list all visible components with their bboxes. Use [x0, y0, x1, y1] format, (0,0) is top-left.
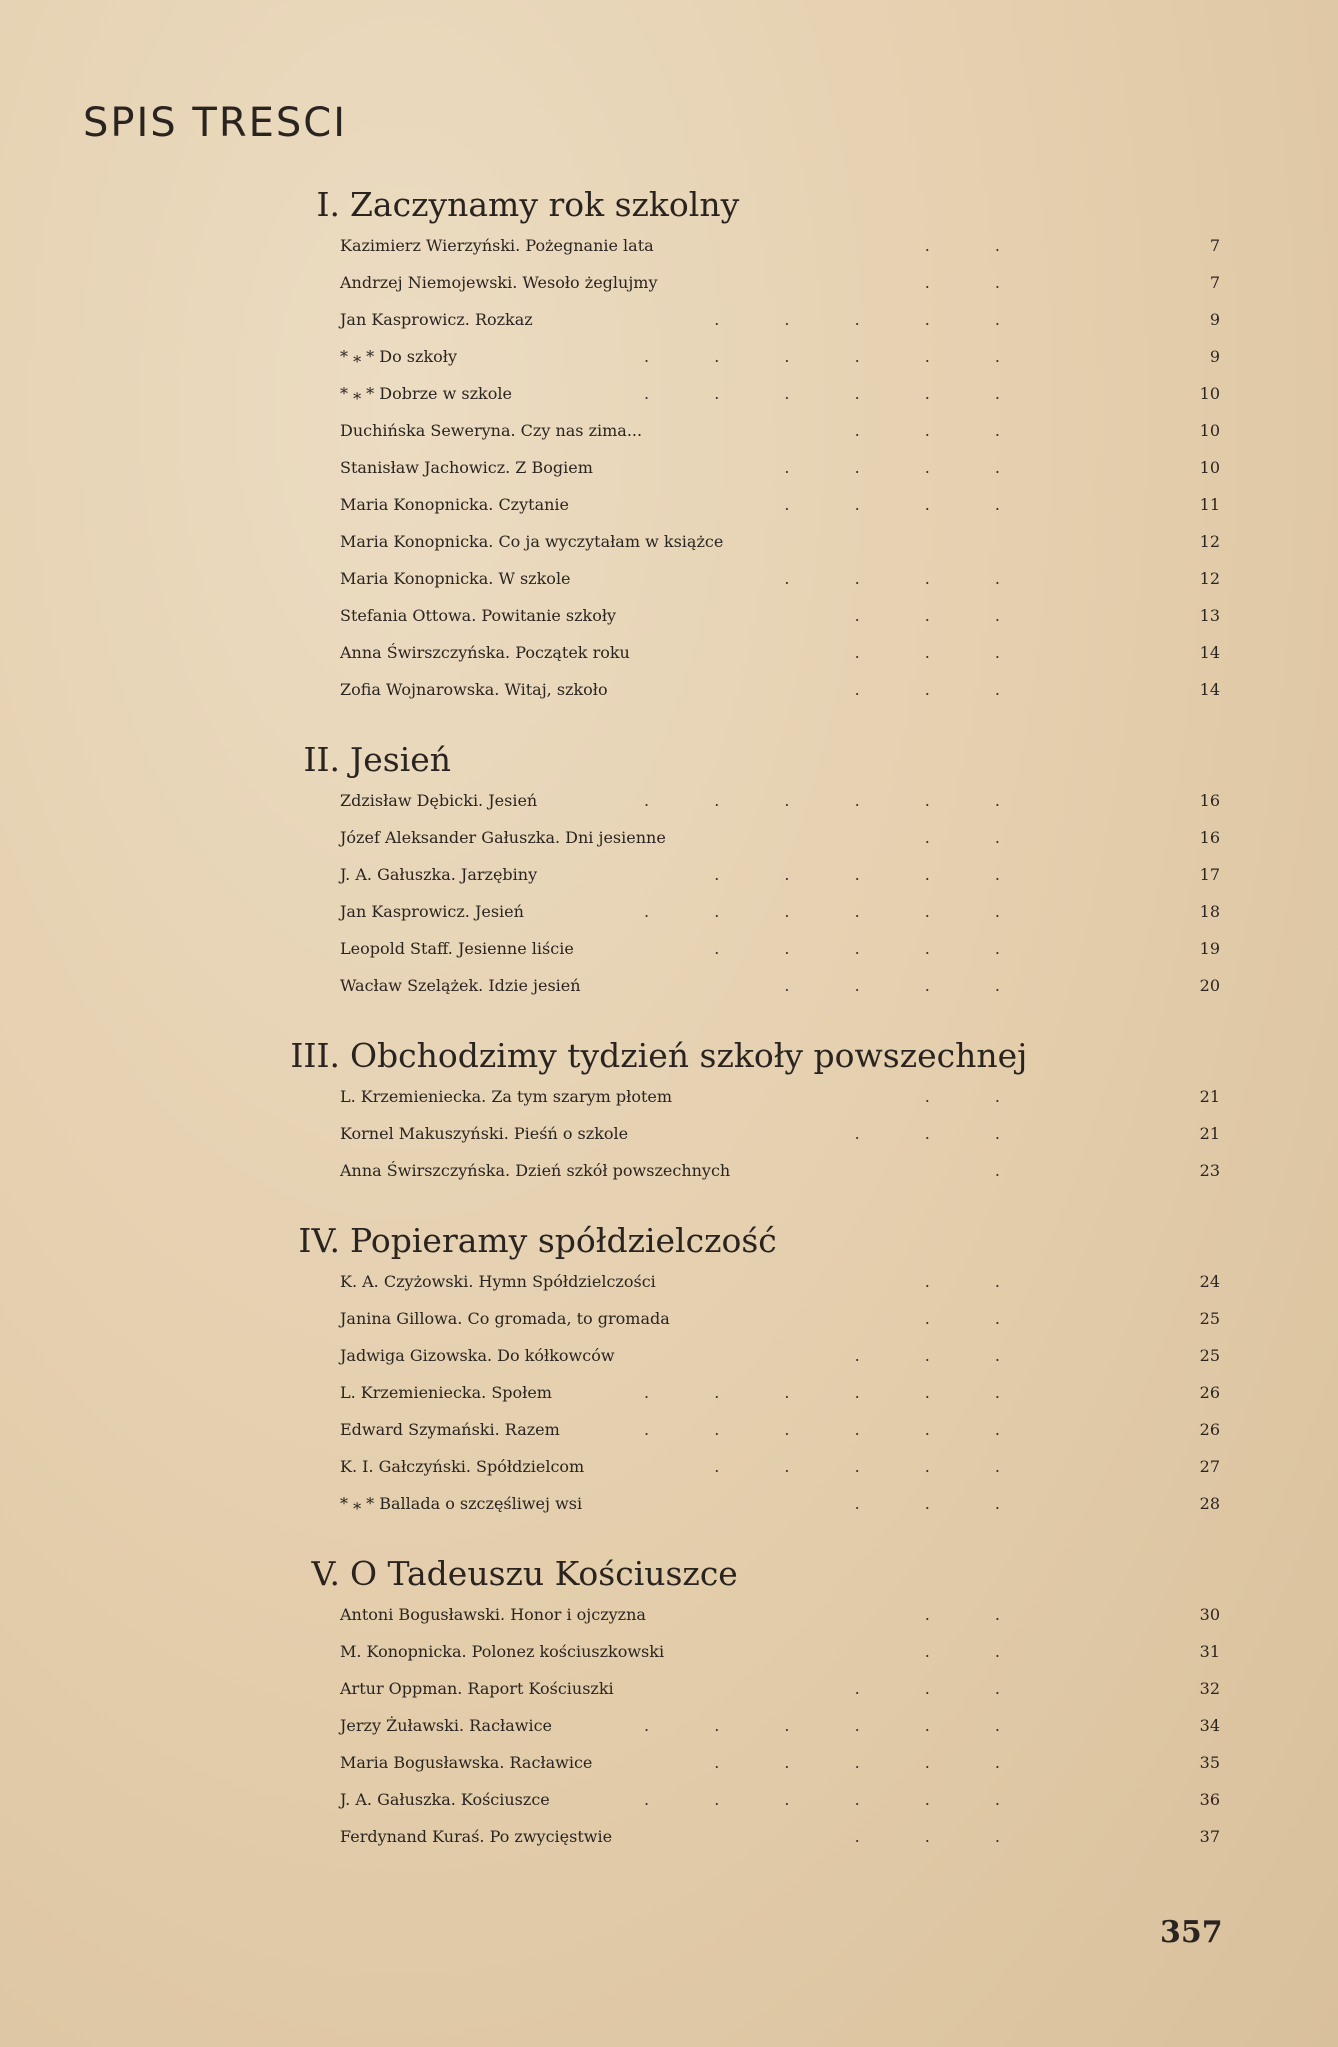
- leader-dots: . .: [924, 1309, 1030, 1328]
- entry-title: Edward Szymański. Razem: [340, 1420, 560, 1439]
- entry-title: L. Krzemieniecka. Za tym szarym płotem: [340, 1087, 673, 1106]
- entry-title: Stanisław Jachowicz. Z Bogiem: [340, 458, 593, 477]
- leader-dots: . . . . . .: [644, 347, 1030, 366]
- toc-entry: [0, 680, 1338, 717]
- leader-dots: . . .: [854, 1679, 1030, 1698]
- toc-entry: [0, 421, 1338, 458]
- toc-entry: [0, 1383, 1338, 1420]
- toc-entry: [0, 532, 1338, 569]
- section-heading: [0, 1031, 1338, 1081]
- toc-entry: [0, 569, 1338, 606]
- entry-title: Józef Aleksander Gałuszka. Dni jesienne: [340, 828, 666, 847]
- entry-list: [0, 1087, 1338, 1198]
- entry-title: Antoni Bogusławski. Honor i ojczyzna: [340, 1605, 646, 1624]
- leader-dots: . . . .: [784, 495, 1030, 514]
- entry-title: Andrzej Niemojewski. Wesoło żeglujmy: [340, 273, 658, 292]
- toc-section: [0, 1549, 1338, 1864]
- section-number: II.: [303, 740, 340, 779]
- leader-dots: . . . . . .: [644, 1716, 1030, 1735]
- toc-entry: [0, 1753, 1338, 1790]
- leader-dots: . .: [924, 1087, 1030, 1106]
- entry-title: Stefania Ottowa. Powitanie szkoły: [340, 606, 617, 625]
- entry-title: Anna Świrszczyńska. Dzień szkół powszechnych: [340, 1161, 731, 1180]
- entry-page-number: 7: [1209, 236, 1220, 255]
- section-number: IV.: [298, 1221, 340, 1260]
- entry-title: Wacław Szelążek. Idzie jesień: [340, 976, 581, 995]
- entry-list: [0, 791, 1338, 1013]
- leader-dots: . . .: [854, 1124, 1030, 1143]
- entry-title: Leopold Staff. Jesienne liście: [340, 939, 574, 958]
- entry-title: Jan Kasprowicz. Rozkaz: [340, 310, 533, 329]
- entry-list: [0, 236, 1338, 717]
- entry-page-number: 31: [1199, 1642, 1220, 1661]
- toc-entry: [0, 865, 1338, 902]
- toc-entry: [0, 1679, 1338, 1716]
- leader-dots: . . .: [854, 1827, 1030, 1846]
- leader-dots: . .: [924, 828, 1030, 847]
- toc-entry: [0, 976, 1338, 1013]
- leader-dots: . . .: [854, 680, 1030, 699]
- toc-entry: [0, 902, 1338, 939]
- toc-entry: [0, 1494, 1338, 1531]
- leader-dots: . . .: [854, 421, 1030, 440]
- leader-dots: . . . . . .: [644, 1383, 1030, 1402]
- entry-title: Jadwiga Gizowska. Do kółkowców: [340, 1346, 615, 1365]
- entry-page-number: 17: [1199, 865, 1220, 884]
- entry-page-number: 16: [1199, 791, 1220, 810]
- entry-title: Jerzy Żuławski. Racławice: [340, 1716, 553, 1735]
- entry-page-number: 26: [1199, 1420, 1220, 1439]
- toc-section: [0, 180, 1338, 717]
- section-heading: [0, 1549, 1338, 1599]
- toc-entry: [0, 1716, 1338, 1753]
- entry-title: Duchińska Seweryna. Czy nas zima...: [340, 421, 643, 440]
- entry-page-number: 9: [1209, 310, 1220, 329]
- leader-dots: . . . . .: [714, 865, 1030, 884]
- toc-entry: [0, 1790, 1338, 1827]
- toc-entry: [0, 791, 1338, 828]
- entry-title: J. A. Gałuszka. Kościuszce: [340, 1790, 550, 1809]
- entry-page-number: 30: [1199, 1605, 1220, 1624]
- entry-page-number: 12: [1199, 569, 1220, 588]
- entry-page-number: 21: [1199, 1087, 1220, 1106]
- entry-title: Maria Konopnicka. Czytanie: [340, 495, 570, 514]
- entry-title: Anna Świrszczyńska. Początek roku: [340, 643, 630, 662]
- toc-section: [0, 1031, 1338, 1198]
- leader-dots: . . . . . .: [644, 902, 1030, 921]
- entry-page-number: 10: [1199, 458, 1220, 477]
- section-title: O Tadeuszu Kościuszce: [350, 1554, 738, 1593]
- section-title: Jesień: [350, 740, 452, 779]
- leader-dots: . . . . .: [714, 310, 1030, 329]
- toc-entry: [0, 384, 1338, 421]
- entry-page-number: 21: [1199, 1124, 1220, 1143]
- leader-dots: . . . .: [784, 458, 1030, 477]
- entry-page-number: 10: [1199, 421, 1220, 440]
- entry-page-number: 27: [1199, 1457, 1220, 1476]
- entry-title: K. A. Czyżowski. Hymn Spółdzielczości: [340, 1272, 656, 1291]
- leader-dots: . . .: [854, 1346, 1030, 1365]
- entry-title: Maria Konopnicka. W szkole: [340, 569, 571, 588]
- toc-entry: [0, 1309, 1338, 1346]
- entry-title: J. A. Gałuszka. Jarzębiny: [340, 865, 538, 884]
- toc-section: [0, 1216, 1338, 1531]
- leader-dots: . . .: [854, 1494, 1030, 1513]
- leader-dots: . . . . .: [714, 939, 1030, 958]
- toc-entry: [0, 939, 1338, 976]
- entry-page-number: 12: [1199, 532, 1220, 551]
- toc-entry: [0, 1457, 1338, 1494]
- page-title: SPIS TRESCI: [83, 100, 348, 146]
- entry-page-number: 25: [1199, 1346, 1220, 1365]
- entry-page-number: 37: [1199, 1827, 1220, 1846]
- entry-title: Maria Konopnicka. Co ja wyczytałam w książce: [340, 532, 724, 551]
- entry-title: * ⁎ * Ballada o szczęśliwej wsi: [340, 1494, 583, 1513]
- entry-list: [0, 1605, 1338, 1864]
- entry-page-number: 19: [1199, 939, 1220, 958]
- toc-entry: [0, 495, 1338, 532]
- entry-title: K. I. Gałczyński. Spółdzielcom: [340, 1457, 585, 1476]
- section-number: I.: [316, 185, 340, 224]
- entry-title: Kazimierz Wierzyński. Pożegnanie lata: [340, 236, 654, 255]
- entry-title: Ferdynand Kuraś. Po zwycięstwie: [340, 1827, 613, 1846]
- toc-entry: [0, 236, 1338, 273]
- entry-page-number: 36: [1199, 1790, 1220, 1809]
- page-number: 357: [1160, 1915, 1223, 1950]
- entry-page-number: 13: [1199, 606, 1220, 625]
- entry-title: Maria Bogusławska. Racławice: [340, 1753, 593, 1772]
- entry-title: * ⁎ * Dobrze w szkole: [340, 384, 512, 403]
- leader-dots: . . . . . .: [644, 384, 1030, 403]
- entry-page-number: 25: [1199, 1309, 1220, 1328]
- toc-entry: [0, 1161, 1338, 1198]
- entry-page-number: 9: [1209, 347, 1220, 366]
- entry-page-number: 34: [1199, 1716, 1220, 1735]
- leader-dots: . .: [924, 236, 1030, 255]
- section-number: V.: [311, 1554, 340, 1593]
- entry-title: L. Krzemieniecka. Społem: [340, 1383, 552, 1402]
- leader-dots: . . . . . .: [644, 791, 1030, 810]
- entry-title: Zofia Wojnarowska. Witaj, szkoło: [340, 680, 608, 699]
- entry-page-number: 14: [1199, 680, 1220, 699]
- toc-entry: [0, 310, 1338, 347]
- leader-dots: . . . .: [784, 976, 1030, 995]
- leader-dots: .: [994, 1161, 1030, 1180]
- leader-dots: . .: [924, 1272, 1030, 1291]
- leader-dots: . . . . . .: [644, 1790, 1030, 1809]
- toc-entry: [0, 643, 1338, 680]
- toc-entry: [0, 828, 1338, 865]
- entry-page-number: 18: [1199, 902, 1220, 921]
- toc-entry: [0, 1087, 1338, 1124]
- leader-dots: . . . .: [784, 569, 1030, 588]
- entry-page-number: 28: [1199, 1494, 1220, 1513]
- entry-page-number: 11: [1199, 495, 1220, 514]
- leader-dots: . . .: [854, 643, 1030, 662]
- toc-entry: [0, 1346, 1338, 1383]
- leader-dots: . .: [924, 1642, 1030, 1661]
- entry-page-number: 16: [1199, 828, 1220, 847]
- leader-dots: . . . . .: [714, 1753, 1030, 1772]
- section-title: Obchodzimy tydzień szkoły powszechnej: [350, 1036, 1028, 1075]
- entry-title: Jan Kasprowicz. Jesień: [340, 902, 524, 921]
- entry-title: * ⁎ * Do szkoły: [340, 347, 457, 366]
- section-number: III.: [290, 1036, 340, 1075]
- toc-entry: [0, 273, 1338, 310]
- toc-section: [0, 735, 1338, 1013]
- entry-title: Kornel Makuszyński. Pieśń o szkole: [340, 1124, 629, 1143]
- toc-entry: [0, 458, 1338, 495]
- toc-entry: [0, 1605, 1338, 1642]
- section-heading: [0, 1216, 1338, 1266]
- entry-page-number: 14: [1199, 643, 1220, 662]
- toc-entry: [0, 1272, 1338, 1309]
- leader-dots: . .: [924, 1605, 1030, 1624]
- leader-dots: . . . . .: [714, 1457, 1030, 1476]
- entry-title: Janina Gillowa. Co gromada, to gromada: [340, 1309, 670, 1328]
- entry-page-number: 24: [1199, 1272, 1220, 1291]
- section-heading: [0, 735, 1338, 785]
- entry-title: Zdzisław Dębicki. Jesień: [340, 791, 538, 810]
- toc-entry: [0, 1827, 1338, 1864]
- leader-dots: . . . . . .: [644, 1420, 1030, 1439]
- entry-page-number: 35: [1199, 1753, 1220, 1772]
- section-heading: [0, 180, 1338, 230]
- table-of-contents: [0, 180, 1338, 1882]
- section-title: Zaczynamy rok szkolny: [350, 185, 740, 224]
- leader-dots: . .: [924, 273, 1030, 292]
- entry-page-number: 10: [1199, 384, 1220, 403]
- entry-page-number: 32: [1199, 1679, 1220, 1698]
- toc-entry: [0, 606, 1338, 643]
- toc-entry: [0, 347, 1338, 384]
- leader-dots: . . .: [854, 606, 1030, 625]
- entry-list: [0, 1272, 1338, 1531]
- entry-page-number: 23: [1199, 1161, 1220, 1180]
- entry-title: Artur Oppman. Raport Kościuszki: [340, 1679, 614, 1698]
- entry-page-number: 7: [1209, 273, 1220, 292]
- entry-page-number: 26: [1199, 1383, 1220, 1402]
- toc-entry: [0, 1124, 1338, 1161]
- toc-entry: [0, 1420, 1338, 1457]
- entry-page-number: 20: [1199, 976, 1220, 995]
- section-title: Popieramy spółdzielczość: [350, 1221, 777, 1260]
- toc-entry: [0, 1642, 1338, 1679]
- entry-title: M. Konopnicka. Polonez kościuszkowski: [340, 1642, 665, 1661]
